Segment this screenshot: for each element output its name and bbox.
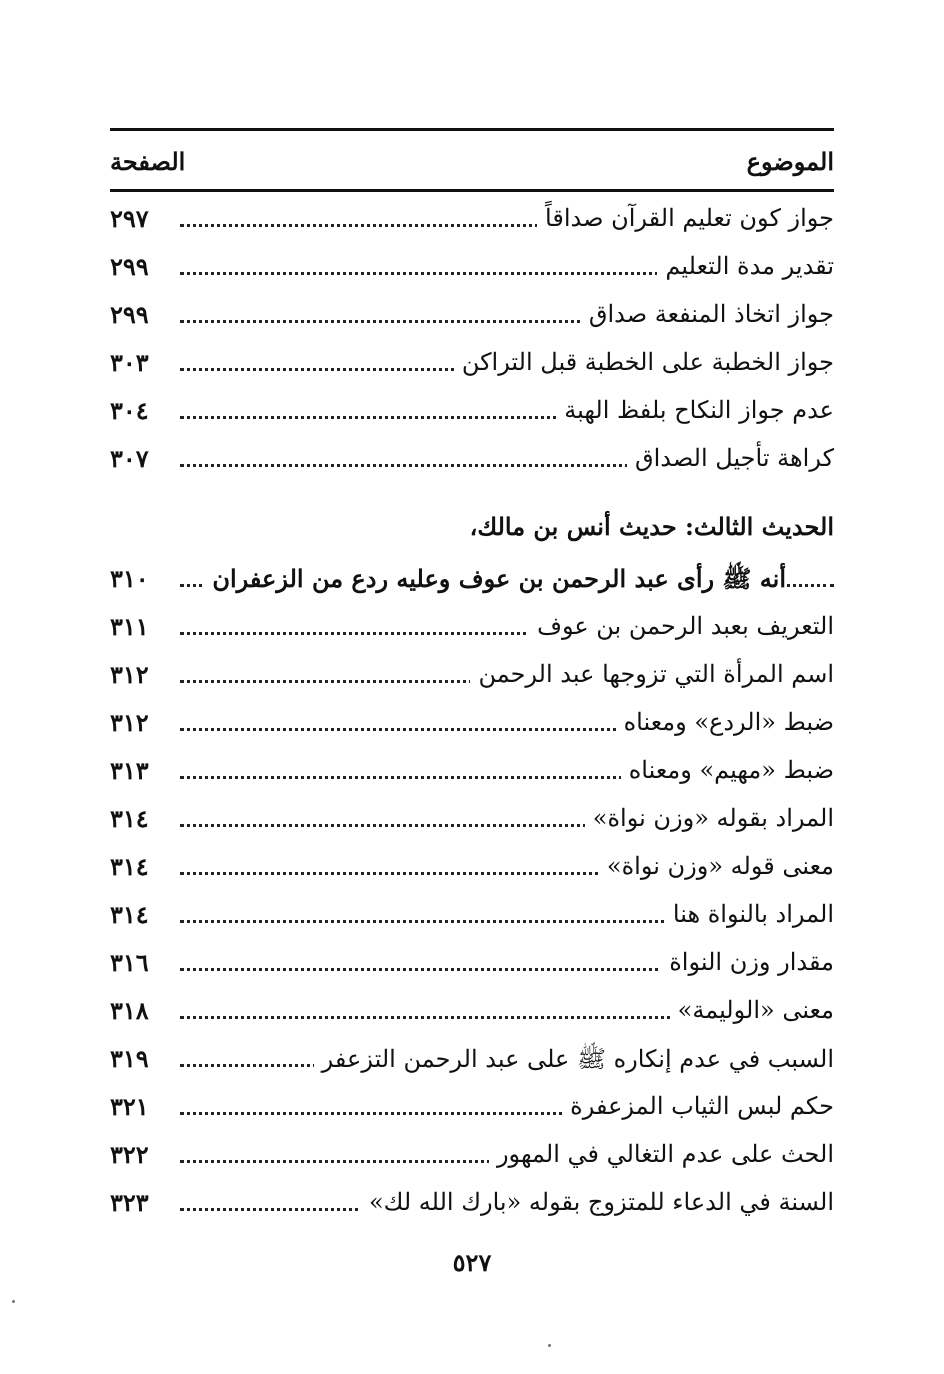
toc-entry: [110, 892, 834, 940]
toc-entry-page: ٣١٦: [110, 948, 149, 977]
toc-entry: [110, 604, 834, 652]
toc-entry: [110, 244, 834, 292]
toc-entry-title: المراد بالنواة هنا: [665, 900, 834, 928]
toc-entry-page: ٣١٩: [110, 1044, 149, 1073]
section-heading-text: الحديث الثالث: حديث أنس بن مالك،: [469, 512, 834, 541]
toc-entry: [110, 748, 834, 796]
toc-entry: [110, 844, 834, 892]
toc-entry-title: كراهة تأجيل الصداق: [627, 444, 834, 472]
toc-header: [110, 131, 834, 187]
toc-entry-page: ٢٩٩: [110, 252, 149, 281]
toc-entry-title: تقدير مدة التعليم: [657, 252, 834, 280]
toc-entry-title: معنى «الوليمة»: [670, 996, 834, 1024]
toc-entry-title: المراد بقوله «وزن نواة»: [585, 804, 834, 832]
header-bottom-rule: [110, 189, 834, 192]
toc-entry-page: ٣٢١: [110, 1092, 149, 1121]
toc-entry-page: ٣١٣: [110, 756, 149, 785]
toc-entry-title: ضبط «الردع» ومعناه: [616, 708, 834, 736]
subject-column-label: الموضوع: [746, 147, 834, 176]
toc-entry-page: ٣١٢: [110, 660, 149, 689]
toc-entry: [110, 1180, 834, 1228]
toc-entry: [110, 1084, 834, 1132]
toc-entry-page: ٣١٤: [110, 804, 149, 833]
toc-entry-page: ٣١٠: [110, 564, 149, 593]
toc-entry-title: جواز الخطبة على الخطبة قبل التراكن: [454, 348, 834, 376]
toc-entry-page: ٣١٢: [110, 708, 149, 737]
toc-entry-title: السبب في عدم إنكاره ﷺ على عبد الرحمن التزعفر: [314, 1044, 834, 1079]
toc-entry-title: الحث على عدم التغالي في المهور: [489, 1140, 834, 1168]
toc-entry-title: أنه ﷺ رأى عبد الرحمن بن عوف وعليه ردع من الزعفران: [204, 564, 786, 599]
toc-entry-title: معنى قوله «وزن نواة»: [599, 852, 834, 880]
toc-entry-title: جواز اتخاذ المنفعة صداق: [581, 300, 834, 328]
toc-entry: [110, 292, 834, 340]
toc-entry: [110, 940, 834, 988]
toc-entry-page: ٢٩٩: [110, 300, 149, 329]
toc-entry-title: التعريف بعبد الرحمن بن عوف: [529, 612, 834, 640]
toc-entry-title: عدم جواز النكاح بلفظ الهبة: [556, 396, 834, 424]
toc-group-2: [110, 556, 834, 1228]
page-number: ٥٢٧: [452, 1248, 492, 1277]
toc-entry-title: جواز كون تعليم القرآن صداقاً: [537, 204, 834, 232]
toc-entry: [110, 340, 834, 388]
toc-entry-title: اسم المرأة التي تزوجها عبد الرحمن: [470, 660, 834, 688]
toc-entry-title: السنة في الدعاء للمتزوج بقوله «بارك الله لك»: [361, 1188, 834, 1216]
toc-entry: [110, 796, 834, 844]
toc-entry: [110, 1132, 834, 1180]
toc-entry: [110, 700, 834, 748]
toc-group-1: [110, 196, 834, 484]
toc-entry-page: ٣٢٢: [110, 1140, 149, 1169]
toc-entry-page: ٣٠٧: [110, 444, 149, 473]
toc-entry: [110, 988, 834, 1036]
toc-entry-page: ٣١٨: [110, 996, 149, 1025]
scan-speck: [548, 1344, 551, 1347]
toc-entry-page: ٣١٤: [110, 852, 149, 881]
toc-entry-title: حكم لبس الثياب المزعفرة: [562, 1092, 834, 1120]
page-column-label: الصفحة: [110, 147, 186, 176]
toc-entry-page: ٢٩٧: [110, 204, 149, 233]
toc-entry: [110, 436, 834, 484]
toc-entry-page: ٣٠٣: [110, 348, 149, 377]
table-of-contents: [110, 128, 834, 1228]
toc-entry: [110, 196, 834, 244]
section-heading: [110, 500, 834, 556]
toc-entry-title: مقدار وزن النواة: [661, 948, 834, 976]
toc-entry-page: ٣٠٤: [110, 396, 149, 425]
toc-entry-page: ٣١٤: [110, 900, 149, 929]
toc-entry-page: ٣٢٣: [110, 1188, 149, 1217]
toc-entry-title: ضبط «مهيم» ومعناه: [621, 756, 834, 784]
toc-entry: [110, 1036, 834, 1084]
scan-speck: [12, 1300, 15, 1303]
toc-entry-page: ٣١١: [110, 612, 149, 641]
toc-entry: [110, 652, 834, 700]
toc-entry: [110, 556, 834, 604]
toc-entry: [110, 388, 834, 436]
